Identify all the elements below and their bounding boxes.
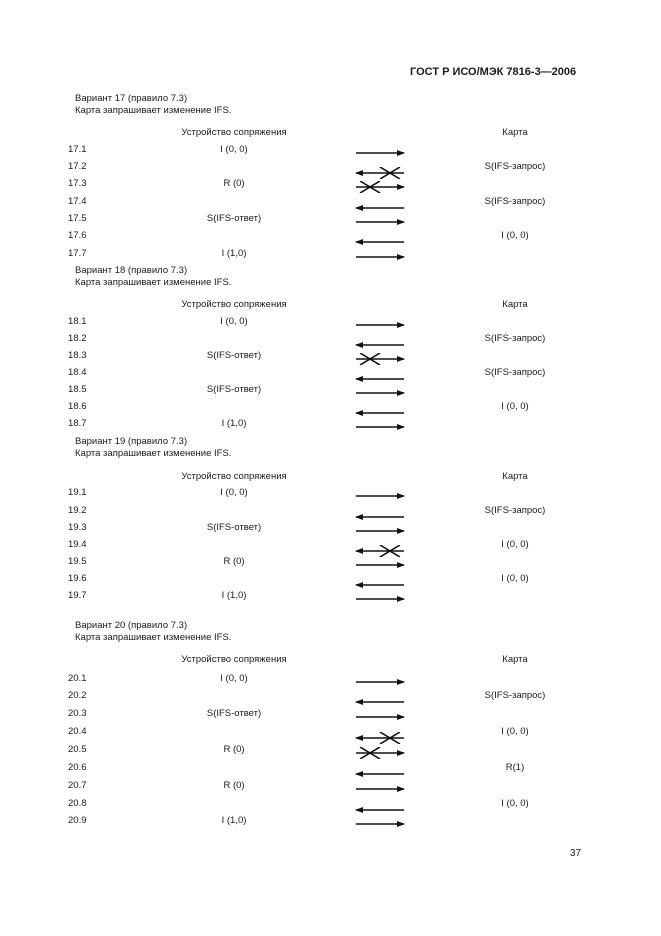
arrow-left-icon: [354, 579, 406, 591]
device-message-text: I (0, 0): [220, 673, 248, 684]
device-message-text: I (0, 0): [220, 316, 248, 327]
step-number: 17.6: [68, 230, 87, 241]
column-header-card-label: Карта: [502, 471, 528, 482]
device-message-text: R (0): [223, 780, 245, 791]
step-number: 19.2: [68, 505, 87, 516]
arrow-right-icon-crossed: [354, 747, 406, 759]
variant-subtitle: Карта запрашивает изменение IFS.: [75, 448, 232, 459]
step-number: 20.8: [68, 798, 87, 809]
arrow-right-icon: [354, 319, 406, 331]
arrow-left-icon: [354, 511, 406, 523]
card-message-text: I (0, 0): [501, 726, 529, 737]
arrow-left-icon: [354, 373, 406, 385]
step-number: 18.3: [68, 350, 87, 361]
step-number: 18.5: [68, 384, 87, 395]
device-message-text: S(IFS-ответ): [206, 522, 262, 533]
arrow-left-icon: [354, 768, 406, 780]
card-message-text: S(IFS-запрос): [484, 505, 546, 516]
step-number: 17.7: [68, 248, 87, 259]
page-number: 37: [570, 848, 582, 859]
step-number: 18.7: [68, 418, 87, 429]
step-number: 17.1: [68, 144, 87, 155]
step-number: 20.3: [68, 708, 87, 719]
variant-subtitle: Карта запрашивает изменение IFS.: [75, 105, 232, 116]
step-number: 19.3: [68, 522, 87, 533]
card-message-text: I (0, 0): [501, 401, 529, 412]
card-message-text: I (0, 0): [501, 573, 529, 584]
card-message-text: S(IFS-запрос): [484, 333, 546, 344]
device-message-text: I (1,0): [221, 418, 247, 429]
card-message-text: I (0, 0): [501, 539, 529, 550]
arrow-right-icon: [354, 593, 406, 605]
column-header-card-label: Карта: [502, 127, 528, 138]
step-number: 19.7: [68, 590, 87, 601]
step-number: 18.4: [68, 367, 87, 378]
step-number: 20.5: [68, 744, 87, 755]
arrow-right-icon: [354, 783, 406, 795]
card-message-text: I (0, 0): [501, 798, 529, 809]
arrow-right-icon: [354, 711, 406, 723]
device-message-text: I (1,0): [221, 590, 247, 601]
arrow-right-icon: [354, 676, 406, 688]
arrow-left-icon: [354, 696, 406, 708]
step-number: 17.4: [68, 196, 87, 207]
column-header-device-label: Устройство сопряжения: [181, 471, 287, 482]
device-message-text: S(IFS-ответ): [206, 350, 262, 361]
device-message-text: R (0): [223, 744, 245, 755]
card-message-text: S(IFS-запрос): [484, 690, 546, 701]
device-message-text: I (0, 0): [220, 144, 248, 155]
step-number: 19.6: [68, 573, 87, 584]
variant-subtitle: Карта запрашивает изменение IFS.: [75, 632, 232, 643]
arrow-left-icon: [354, 407, 406, 419]
arrow-right-icon: [354, 387, 406, 399]
arrow-left-icon-crossed: [354, 545, 406, 557]
arrow-left-icon-crossed: [354, 732, 406, 744]
arrow-right-icon: [354, 525, 406, 537]
column-header-device-label: Устройство сопряжения: [181, 299, 287, 310]
arrow-left-icon: [354, 202, 406, 214]
arrow-right-icon: [354, 818, 406, 830]
step-number: 17.3: [68, 178, 87, 189]
device-message-text: S(IFS-ответ): [206, 213, 262, 224]
column-header-card-label: Карта: [502, 299, 528, 310]
card-message-text: S(IFS-запрос): [484, 367, 546, 378]
arrow-right-icon: [354, 490, 406, 502]
arrow-left-icon: [354, 236, 406, 248]
column-header-device-label: Устройство сопряжения: [181, 654, 287, 665]
step-number: 20.1: [68, 673, 87, 684]
step-number: 17.2: [68, 161, 87, 172]
variant-subtitle: Карта запрашивает изменение IFS.: [75, 277, 232, 288]
arrow-right-icon: [354, 559, 406, 571]
arrow-right-icon: [354, 251, 406, 263]
step-number: 20.9: [68, 815, 87, 826]
column-header-card-label: Карта: [502, 654, 528, 665]
variant-title: Вариант 18 (правило 7.3): [75, 265, 188, 276]
step-number: 17.5: [68, 213, 87, 224]
column-header-device-label: Устройство сопряжения: [181, 127, 287, 138]
step-number: 19.5: [68, 556, 87, 567]
step-number: 20.2: [68, 690, 87, 701]
device-message-text: R (0): [223, 556, 245, 567]
device-message-text: R (0): [223, 178, 245, 189]
variant-title: Вариант 17 (правило 7.3): [75, 93, 188, 104]
card-message-text: I (0, 0): [501, 230, 529, 241]
step-number: 19.4: [68, 539, 87, 550]
variant-title: Вариант 19 (правило 7.3): [75, 436, 188, 447]
arrow-left-icon-crossed: [354, 167, 406, 179]
arrow-right-icon: [354, 147, 406, 159]
arrow-right-icon-crossed: [354, 353, 406, 365]
step-number: 19.1: [68, 487, 87, 498]
step-number: 20.4: [68, 726, 87, 737]
step-number: 18.1: [68, 316, 87, 327]
device-message-text: S(IFS-ответ): [206, 708, 262, 719]
arrow-left-icon: [354, 804, 406, 816]
step-number: 18.2: [68, 333, 87, 344]
step-number: 18.6: [68, 401, 87, 412]
arrow-right-icon: [354, 216, 406, 228]
document-header: ГОСТ Р ИСО/МЭК 7816-3—2006: [410, 66, 577, 78]
device-message-text: I (1,0): [221, 815, 247, 826]
variant-title: Вариант 20 (правило 7.3): [75, 620, 188, 631]
step-number: 20.6: [68, 762, 87, 773]
card-message-text: R(1): [505, 762, 525, 773]
device-message-text: S(IFS-ответ): [206, 384, 262, 395]
device-message-text: I (1,0): [221, 248, 247, 259]
arrow-right-icon: [354, 421, 406, 433]
device-message-text: I (0, 0): [220, 487, 248, 498]
step-number: 20.7: [68, 780, 87, 791]
card-message-text: S(IFS-запрос): [484, 161, 546, 172]
arrow-left-icon: [354, 339, 406, 351]
arrow-right-icon-crossed: [354, 181, 406, 193]
card-message-text: S(IFS-запрос): [484, 196, 546, 207]
